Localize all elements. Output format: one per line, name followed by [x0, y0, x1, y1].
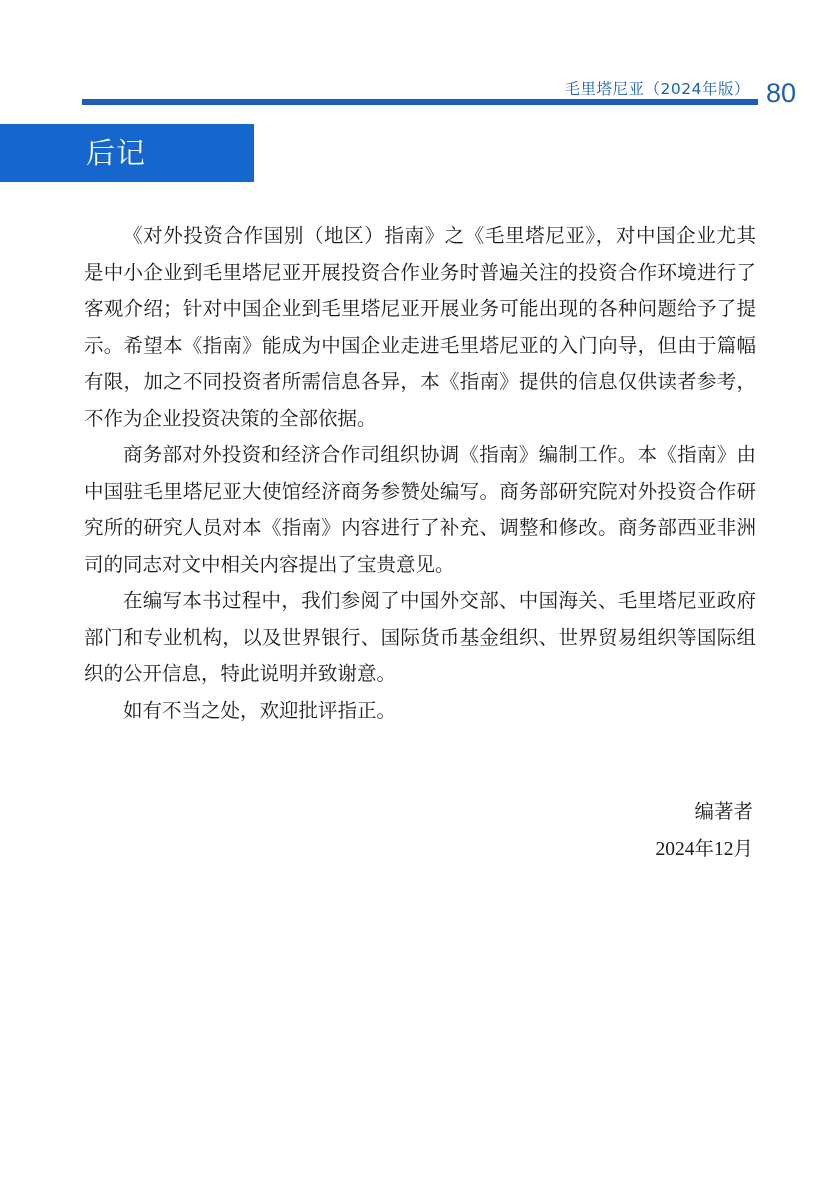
- section-title: 后记: [86, 136, 147, 170]
- paragraph: 《对外投资合作国别（地区）指南》之《毛里塔尼亚》，对中国企业尤其是中小企业到毛里塔尼亚开展投资合作业务时普遍关注的投资合作环境进行了客观介绍；针对中国企业到毛里塔尼亚开展业务可能出现的各种问题给予了提示。希望本《指南》能成为中国企业走进毛里塔尼亚的入门向导，但由于篇幅有限，加之不同投资者所需信息各异，本《指南》提供的信息仅供读者参考，不作为企业投资决策的全部依据。: [84, 224, 756, 430]
- signature-date: 2024年12月: [655, 839, 753, 860]
- paragraph: 在编写本书过程中，我们参阅了中国外交部、中国海关、毛里塔尼亚政府部门和专业机构，以及世界银行、国际货币基金组织、世界贸易组织等国际组织的公开信息，特此说明并致谢意。: [84, 589, 756, 685]
- paragraph: 如有不当之处，欢迎批评指正。: [123, 698, 397, 722]
- signature-block: [655, 793, 753, 869]
- body-text: [84, 218, 756, 729]
- running-header-title: 毛里塔尼亚（2024年版）: [564, 80, 750, 98]
- section-banner: [0, 124, 254, 182]
- signature-author: 编著者: [694, 800, 753, 823]
- page-number: 80: [766, 78, 797, 108]
- paragraph: 商务部对外投资和经济合作司组织协调《指南》编制工作。本《指南》由中国驻毛里塔尼亚大使馆经济商务参赞处编写。商务部研究院对外投资合作研究所的研究人员对本《指南》内容进行了补充、调整和修改。商务部西亚非洲司的同志对文中相关内容提出了宝贵意见。: [84, 443, 756, 576]
- header-rule: [82, 99, 758, 105]
